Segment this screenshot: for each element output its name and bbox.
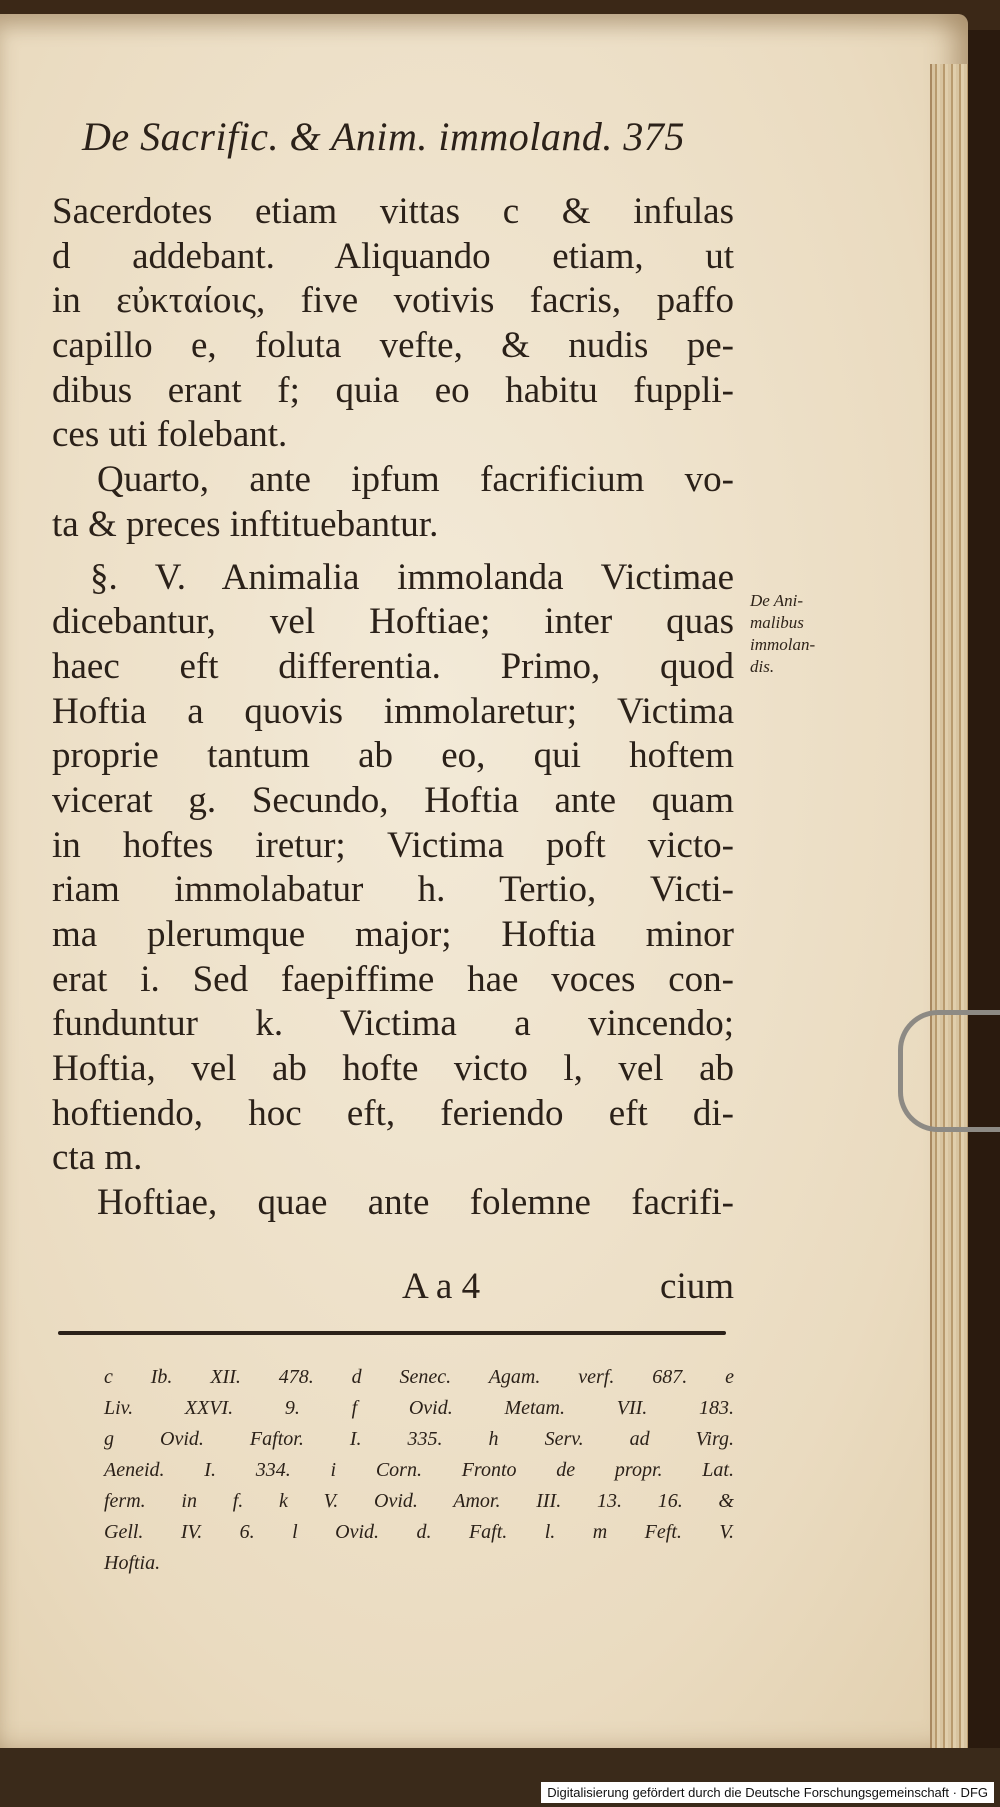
footnote-line: Liv. XXVI. 9. f Ovid. Metam. VII. 183. — [104, 1397, 734, 1419]
catchword: cium — [660, 1266, 734, 1307]
page-edges — [930, 64, 968, 1764]
text-line: in εὐκταίοις, five votivis facris, paffo — [52, 280, 734, 322]
text-line: ta & preces inftituebantur. — [52, 503, 439, 545]
bookmark-ribbon — [898, 1010, 1000, 1132]
catchline — [52, 1265, 734, 1309]
digitization-credit: Digitalisierung gefördert durch die Deutsche Forschungsgemeinschaft · DFG — [541, 1782, 994, 1803]
text-line: ces uti folebant. — [52, 414, 288, 456]
text-line: erat i. Sed faepiffime hae voces con- — [52, 958, 734, 1000]
text-line: Quarto, ante ipfum facrificium vo- — [97, 459, 734, 501]
running-title: De Sacrific. & Anim. immoland. 375 — [82, 114, 685, 159]
text-line: dicebantur, vel Hoftiae; inter quas — [52, 601, 734, 643]
margin-note — [750, 590, 860, 678]
section-heading-line: §. V. Animalia immolanda Victimae — [90, 556, 734, 598]
footnotes — [104, 1362, 734, 1579]
text-line: Hoftiae, quae ante folemne facrifi- — [97, 1182, 734, 1224]
footnote-rule — [58, 1331, 726, 1335]
footnote-line: Hoftia. — [104, 1552, 161, 1574]
text-line: haec eft differentia. Primo, quod — [52, 645, 734, 687]
body-text — [52, 190, 734, 1226]
text-line: dibus erant f; quia eo habitu fuppli- — [52, 369, 734, 411]
footnote-line: Gell. IV. 6. l Ovid. d. Faft. l. m Feft. V. — [104, 1521, 734, 1543]
text-line: capillo e, foluta vefte, & nudis pe- — [52, 325, 734, 367]
text-line: riam immolabatur h. Tertio, Victi- — [52, 869, 734, 911]
margin-note-line: dis. — [750, 657, 775, 676]
text-line: cta m. — [52, 1137, 143, 1179]
text-line: funduntur k. Victima a vincendo; — [52, 1003, 734, 1045]
signature-mark: A a 4 — [402, 1266, 481, 1307]
text-line: ma plerumque major; Hoftia minor — [52, 914, 734, 955]
text-line: vicerat g. Secundo, Hoftia ante quam — [52, 779, 734, 821]
footnote-line: ferm. in f. k V. Ovid. Amor. III. 13. 16. & — [104, 1490, 734, 1512]
footnote-line: g Ovid. Faftor. I. 335. h Serv. ad Virg. — [104, 1428, 734, 1450]
text-line: d addebant. Aliquando etiam, ut — [52, 235, 734, 277]
margin-note-line: malibus — [750, 613, 804, 632]
footnote-line: c Ib. XII. 478. d Senec. Agam. verf. 687. e — [104, 1366, 734, 1388]
margin-note-line: immolan- — [750, 635, 816, 654]
text-line: Sacerdotes etiam vittas c & infulas — [52, 191, 734, 232]
margin-note-line: De Ani- — [750, 591, 804, 610]
text-line: in hoftes iretur; Victima poft victo- — [52, 824, 734, 866]
text-line: proprie tantum ab eo, qui hoftem — [52, 735, 734, 777]
text-line: hoftiendo, hoc eft, feriendo eft di- — [52, 1092, 734, 1134]
text-line: Hoftia a quovis immolaretur; Victima — [52, 690, 734, 732]
text-line: Hoftia, vel ab hofte victo l, vel ab — [52, 1048, 734, 1090]
footnote-line: Aeneid. I. 334. i Corn. Fronto de propr. Lat. — [104, 1459, 734, 1481]
